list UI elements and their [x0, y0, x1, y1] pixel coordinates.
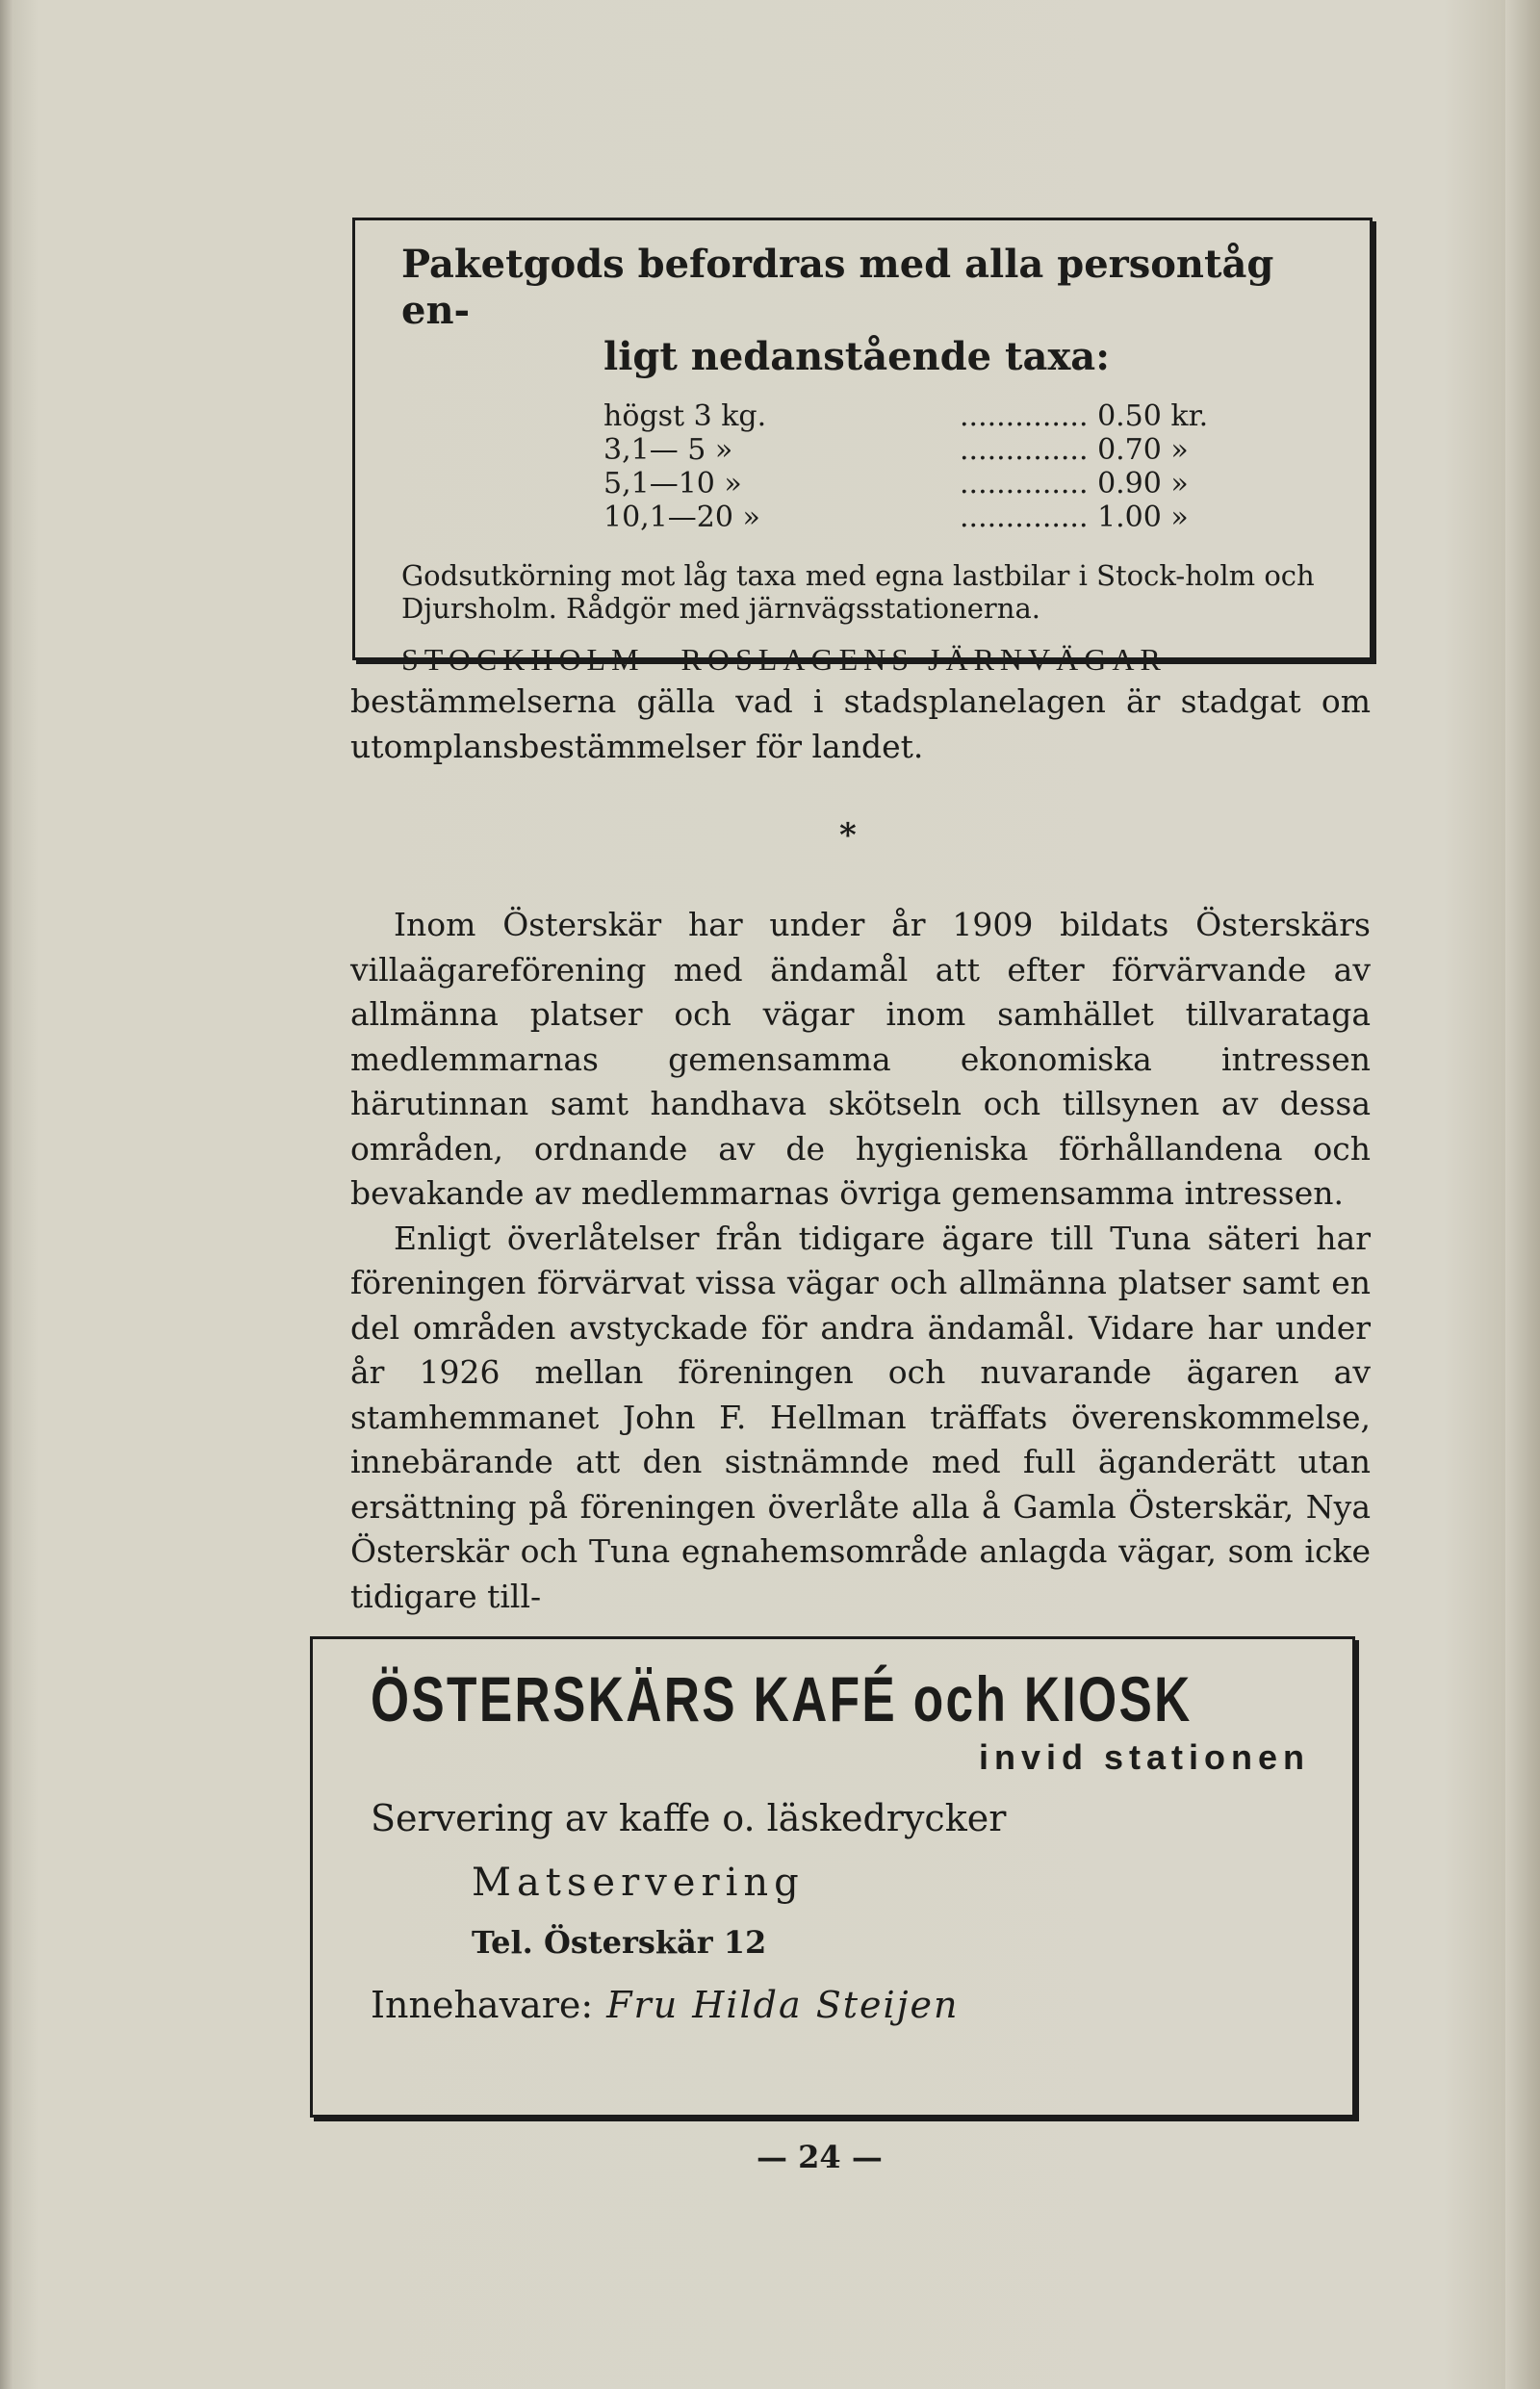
cafe-service: Servering av kaffe o. läskedrycker	[371, 1797, 1007, 1839]
rate-row	[603, 501, 1341, 534]
cafe-subtitle: invid stationen	[978, 1737, 1310, 1777]
rate-price: 0.90 »	[1097, 467, 1189, 501]
cafe-phone: Tel. Österskär 12	[472, 1924, 767, 1961]
owner-label: Innehavare:	[371, 1984, 594, 2026]
intro-text: bestämmelserna gälla vad i stadsplanelagen är stadgat om utomplansbestämmelser för landet.	[350, 682, 1371, 765]
rate-weight: 5,1—10 »	[603, 467, 742, 501]
page-spine	[0, 0, 13, 2389]
rate-weight: 3,1— 5 »	[603, 433, 733, 467]
page-number: — 24 —	[757, 2139, 883, 2175]
rate-price: 0.70 »	[1097, 433, 1189, 467]
section-separator: *	[839, 816, 857, 855]
paragraph: Enligt överlåtelser från tidigare ägare till Tuna säteri har föreningen förvärvat vissa vägar och allmänna platser samt en del områden avstyckade för andra ändamål. Vidare har under år 1926 mellan föreningen och nuvarande ägaren av stamhemmanet John F. Hellman träffats överenskommelse, innebärande att den sistnämnde med full äganderätt utan ersättning på föreningen överlåte alla å Gamla Österskär, Nya Österskär och Tuna egnahemsområde anlagda vägar, som icke tidigare till-	[350, 1219, 1371, 1615]
page-edge	[1505, 0, 1540, 2389]
rate-dots: ..............	[960, 467, 1089, 501]
ad-company-name: STOCKHOLM—ROSLAGENS JÄRNVÄGAR	[401, 642, 1167, 677]
rate-table	[603, 399, 1341, 534]
rate-weight: högst 3 kg.	[603, 399, 767, 433]
cafe-owner	[371, 1984, 1310, 2026]
owner-name: Fru Hilda Steijen	[606, 1984, 960, 2026]
paragraph: Inom Österskär har under år 1909 bildats Österskärs villaägareförening med ändamål att efter förvärvande av allmänna platser och vägar inom samhället tillvarataga medlemmarnas gemensamma ekonomiska intressen härutinnan samt handhava skötseln och tillsynen av dessa områden, ordnande av de hygieniska förhållandena och bevakande av medlemmarnas övriga gemensamma intressen.	[350, 906, 1371, 1212]
rate-dots: ..............	[960, 501, 1089, 534]
rate-row	[603, 467, 1341, 501]
railway-advertisement	[352, 218, 1373, 677]
rate-weight: 10,1—20 »	[603, 501, 760, 534]
rate-dots: ..............	[960, 399, 1089, 433]
cafe-advertisement	[310, 1636, 1355, 2118]
ad-headline-line2: ligt nedanstående taxa:	[603, 334, 1110, 379]
main-text	[350, 903, 1371, 1619]
rate-price: 0.50 kr.	[1097, 399, 1209, 433]
ad-headline-line1: Paketgods befordras med alla persontåg en-	[401, 242, 1274, 333]
rate-row	[603, 433, 1341, 467]
rate-dots: ..............	[960, 433, 1089, 467]
rate-row	[603, 399, 1341, 433]
ad-note: Godsutkörning mot låg taxa med egna lastbilar i Stock-holm och Djursholm. Rådgör med järnvägsstationerna.	[401, 559, 1315, 625]
rate-price: 1.00 »	[1097, 501, 1189, 534]
cafe-meals: Matservering	[472, 1861, 805, 1905]
cafe-title: ÖSTERSKÄRS KAFÉ och KIOSK	[371, 1663, 1193, 1734]
